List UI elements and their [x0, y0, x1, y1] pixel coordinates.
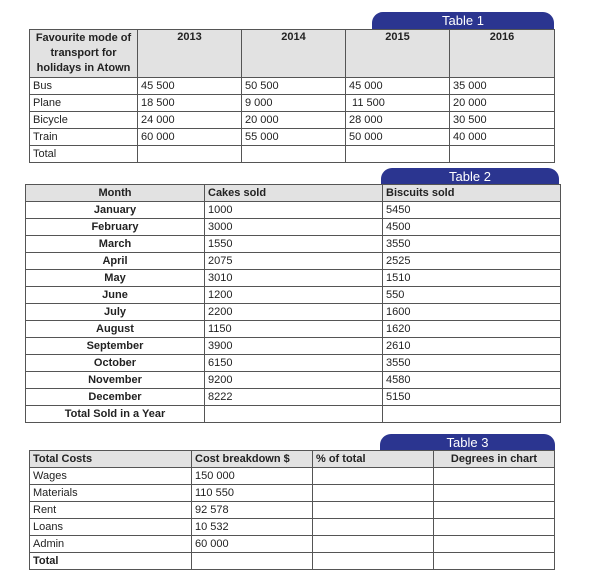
table3-cell: 92 578 [192, 502, 313, 519]
table1-cell: 40 000 [450, 129, 555, 146]
table2-cell: 8222 [205, 389, 383, 406]
table3-row [30, 519, 555, 536]
table1-cell: 35 000 [450, 78, 555, 95]
table2-row [26, 355, 561, 372]
table1-cell: 60 000 [138, 129, 242, 146]
table2-month: November [26, 372, 205, 389]
table2-cell: 9200 [205, 372, 383, 389]
table2-month: July [26, 304, 205, 321]
table3-cell [434, 502, 555, 519]
table2-cell: 1150 [205, 321, 383, 338]
table2-row [26, 270, 561, 287]
table3-cell: 10 532 [192, 519, 313, 536]
table3-row [30, 485, 555, 502]
table2-cell: 1600 [383, 304, 561, 321]
table1-cell [450, 146, 555, 163]
table2-row [26, 389, 561, 406]
table3-cell: Wages [30, 468, 192, 485]
table2-cell [205, 406, 383, 423]
table3-row [30, 502, 555, 519]
table3-cell [313, 519, 434, 536]
table2-row [26, 253, 561, 270]
table2-cell: 4580 [383, 372, 561, 389]
table3-cell: Admin [30, 536, 192, 553]
table3-row [30, 536, 555, 553]
table2-cell: 5450 [383, 202, 561, 219]
table2-cell: 3010 [205, 270, 383, 287]
table2-header-biscuits: Biscuits sold [383, 185, 561, 202]
table3-cell [434, 519, 555, 536]
table1-header-2013: 2013 [138, 30, 242, 78]
table1-cell: 24 000 [138, 112, 242, 129]
table1-cell: 9 000 [242, 95, 346, 112]
table3-tab: Table 3 [380, 434, 555, 451]
table1-cell: 45 500 [138, 78, 242, 95]
table1-tab: Table 1 [372, 12, 554, 29]
table3-header-percent: % of total [313, 451, 434, 468]
table1-cell: Plane [30, 95, 138, 112]
table1-header-2014: 2014 [242, 30, 346, 78]
table2-month: January [26, 202, 205, 219]
table1-header-mode: Favourite mode of transport for holidays in Atown [30, 30, 138, 78]
table2-total-label: Total Sold in a Year [26, 406, 205, 423]
table2-cell: 1510 [383, 270, 561, 287]
table2-cell: 3550 [383, 355, 561, 372]
table2-cell: 5150 [383, 389, 561, 406]
table3-row [30, 468, 555, 485]
table2-tab: Table 2 [381, 168, 559, 185]
table2-row [26, 372, 561, 389]
table3-cell [313, 485, 434, 502]
table2-cell: 1550 [205, 236, 383, 253]
table2-month: March [26, 236, 205, 253]
table2-month: September [26, 338, 205, 355]
table2-month: May [26, 270, 205, 287]
table3-cell: Rent [30, 502, 192, 519]
table2 [25, 184, 561, 423]
table1-cell: Total [30, 146, 138, 163]
table3-header-breakdown: Cost breakdown $ [192, 451, 313, 468]
table2-month: June [26, 287, 205, 304]
table2-cell: 1620 [383, 321, 561, 338]
table2-cell: 3900 [205, 338, 383, 355]
table2-cell: 550 [383, 287, 561, 304]
table3-cell [434, 536, 555, 553]
table2-month: October [26, 355, 205, 372]
table2-cell: 2525 [383, 253, 561, 270]
table2-cell: 3550 [383, 236, 561, 253]
table2-cell: 1000 [205, 202, 383, 219]
table1-header-2015: 2015 [346, 30, 450, 78]
table3-cell [434, 485, 555, 502]
table1-cell: Train [30, 129, 138, 146]
table3-cell [434, 553, 555, 570]
table1 [29, 29, 555, 163]
table2-cell: 4500 [383, 219, 561, 236]
table2-row [26, 236, 561, 253]
table2-cell: 2200 [205, 304, 383, 321]
table2-month: August [26, 321, 205, 338]
table3-total-row [30, 553, 555, 570]
table1-row [30, 78, 555, 95]
table3 [29, 450, 555, 570]
table3-cell: 150 000 [192, 468, 313, 485]
table3-header-degrees: Degrees in chart [434, 451, 555, 468]
table2-header-row [26, 185, 561, 202]
table2-header-cakes: Cakes sold [205, 185, 383, 202]
table3-cell [434, 468, 555, 485]
table2-month: February [26, 219, 205, 236]
table3-cell: Materials [30, 485, 192, 502]
table3-cell [313, 553, 434, 570]
table2-row [26, 287, 561, 304]
table2-cell: 2610 [383, 338, 561, 355]
table1-cell: 20 000 [242, 112, 346, 129]
table2-month: December [26, 389, 205, 406]
table1-header-row [30, 30, 555, 78]
table1-cell: 18 500 [138, 95, 242, 112]
table2-row [26, 338, 561, 355]
table1-row [30, 129, 555, 146]
table2-row [26, 202, 561, 219]
table3-cell [192, 553, 313, 570]
table1-cell [346, 146, 450, 163]
table3-header-costs: Total Costs [30, 451, 192, 468]
table2-cell: 6150 [205, 355, 383, 372]
table3-cell: 60 000 [192, 536, 313, 553]
table2-cell: 1200 [205, 287, 383, 304]
table3-cell: 110 550 [192, 485, 313, 502]
table2-row [26, 321, 561, 338]
table1-total-row [30, 146, 555, 163]
table3-cell [313, 536, 434, 553]
table3-cell [313, 502, 434, 519]
table2-month: April [26, 253, 205, 270]
table2-cell: 3000 [205, 219, 383, 236]
table2-row [26, 219, 561, 236]
table1-cell [138, 146, 242, 163]
table1-cell: Bicycle [30, 112, 138, 129]
table1-cell: 30 500 [450, 112, 555, 129]
table1-header-2016: 2016 [450, 30, 555, 78]
table1-cell: 50 500 [242, 78, 346, 95]
table2-row [26, 304, 561, 321]
table1-cell: 45 000 [346, 78, 450, 95]
table1-row [30, 95, 555, 112]
table3-total-label: Total [30, 553, 192, 570]
table2-cell [383, 406, 561, 423]
table1-cell: 28 000 [346, 112, 450, 129]
table3-header-row [30, 451, 555, 468]
table2-cell: 2075 [205, 253, 383, 270]
table3-cell [313, 468, 434, 485]
table1-cell: Bus [30, 78, 138, 95]
table1-cell: 55 000 [242, 129, 346, 146]
table1-row [30, 112, 555, 129]
table1-cell: 20 000 [450, 95, 555, 112]
table1-cell: 50 000 [346, 129, 450, 146]
table2-total-row [26, 406, 561, 423]
table1-cell [242, 146, 346, 163]
table2-header-month: Month [26, 185, 205, 202]
table3-cell: Loans [30, 519, 192, 536]
table1-cell: 11 500 [346, 95, 450, 112]
